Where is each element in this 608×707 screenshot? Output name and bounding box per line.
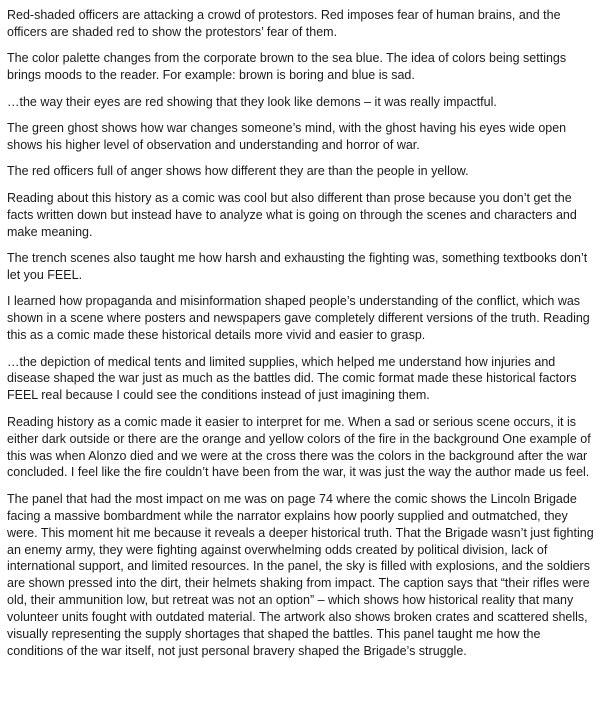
paragraph-red-officers-anger: The red officers full of anger shows how different they are than the people in yellow. xyxy=(7,164,469,179)
paragraph-comic-vs-prose: Reading about this history as a comic was cool but also different than prose because you don’t get the facts written down but instead have to analyze what is going on through the scenes and characters and make meaning. xyxy=(7,190,577,239)
paragraph-propaganda: I learned how propaganda and misinformation shaped people’s understanding of the conflict, which was shown in a scene where posters and newspapers gave completely different versions of the truth. Reading this as a comic made these historical details more vivid and easier to grasp. xyxy=(7,294,590,343)
paragraph-red-eyes-demons: …the way their eyes are red showing that they look like demons – it was really impactful. xyxy=(7,94,497,109)
paragraph-color-palette: The color palette changes from the corporate brown to the sea blue. The idea of colors being settings brings moods to the reader. For example: brown is boring and blue is sad. xyxy=(7,51,567,83)
paragraph-trench-scenes: The trench scenes also taught me how harsh and exhausting the fighting was, something textbooks don’t let you FEEL. xyxy=(7,250,588,282)
paragraph-green-ghost: The green ghost shows how war changes someone’s mind, with the ghost having his eyes wide open shows his higher level of observation and understanding and horror of war. xyxy=(7,121,567,152)
paragraph-interpreting-history: Reading history as a comic made it easier to interpret for me. When a sad or serious scene occurs, it is either dark outside or there are the orange and yellow colors of the fire in the background One example of this was when Alonzo died and we were at the cross there was the colors in the background after the war concluded. I feel like the fire couldn’t have been from the war, it was just the way the author made us feel. xyxy=(7,414,591,480)
paragraph-medical-tents: …the depiction of medical tents and limited supplies, which helped me understand how injuries and disease shaped the war just as much as the battles did. The comic format made these historical factors FEEL real because I could see the conditions instead of just imagining them. xyxy=(7,354,577,403)
paragraph-page-74-panel: The panel that had the most impact on me was on page 74 where the comic shows the Lincoln Brigade facing a massive bombardment while the narrator explains how poorly supplied and outmatched, they were. This moment hit me because it reveals a deeper historical truth. That the Brigade wasn’t just fighting an enemy army, they were fighting against overwhelming odds created by political division, lack of international support, and limited resources. In the panel, the sky is filled with explosions, and the soldiers are shown pressed into the dirt, their helmets shaking from impact. The caption says that “their rifles were old, their ammunition low, but retreat was not an option” – which shows how historical reality that many volunteer units fought with outdated material. The artwork also shows broken crates and scattered shells, visually representing the supply shortages that shaped the battles. This panel taught me how the conditions of the war itself, not just personal bravery shaped the Brigade’s struggle. xyxy=(7,491,594,658)
paragraph-red-officers-protestors: Red-shaded officers are attacking a crowd of protestors. Red imposes fear of human brains, and the officers are shaded red to show the protestors’ fear of them. xyxy=(7,8,561,39)
